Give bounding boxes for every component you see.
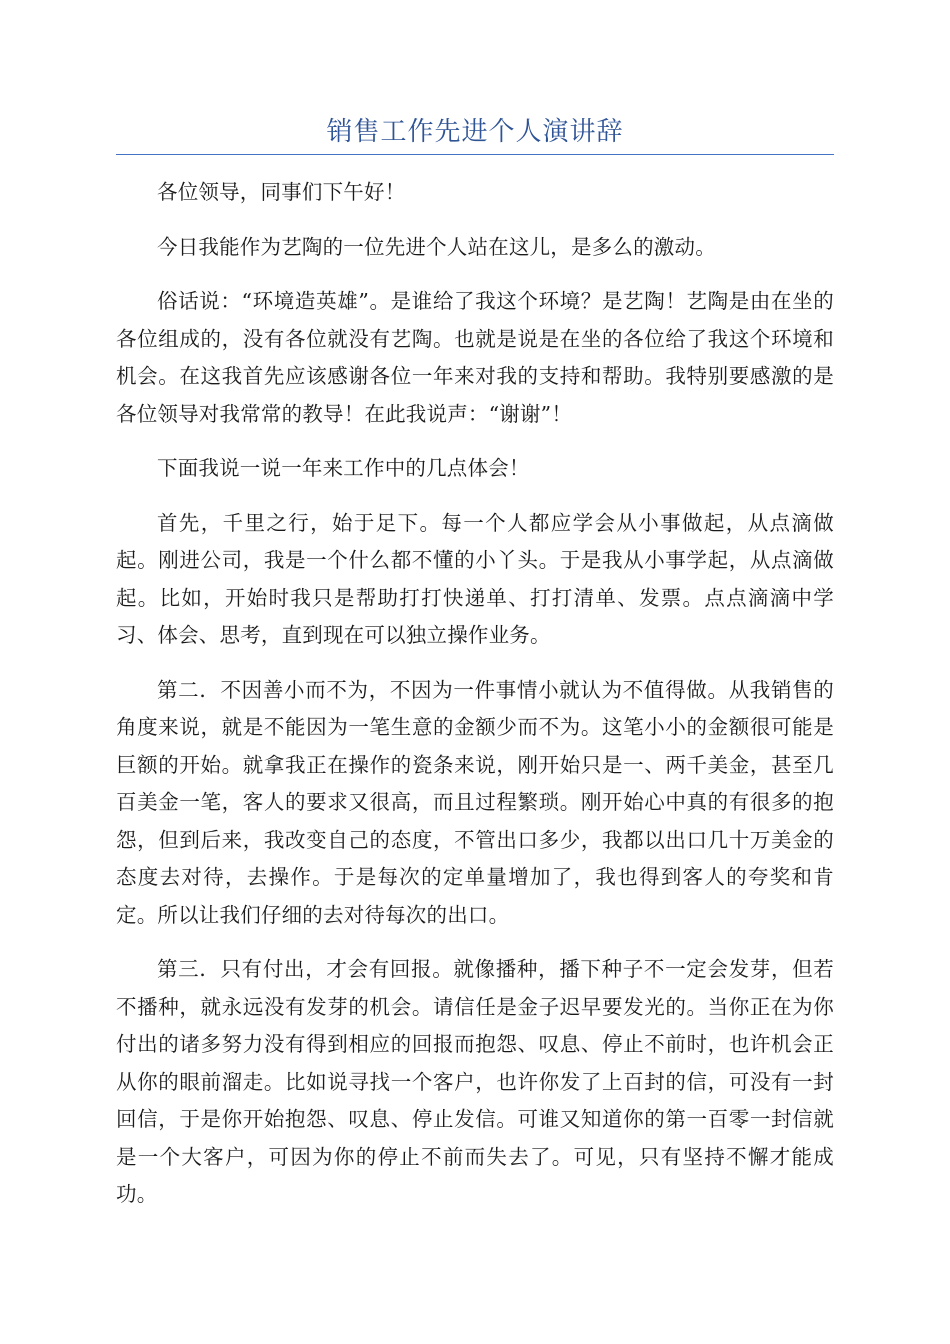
paragraph-intro: 今日我能作为艺陶的一位先进个人站在这儿，是多么的激动。 bbox=[157, 234, 716, 259]
paragraph-point-two: 第二．不因善小而不为，不因为一件事情小就认为不值得做。从我销售的角度来说，就是不能因为一笔生意的金额少而不为。这笔小小的金额很可能是巨额的开始。就拿我正在操作的瓷条来说，刚开始只是一、两千美金，甚至几百美金一笔，客人的要求又很高，而且过程繁琐。刚开始心中真的有很多的抱怨，但到后来，我改变自己的态度，不管出口多少，我都以出口几十万美金的态度去对待，去操作。于是每次的定单量增加了，我也得到客人的夸奖和肯定。所以让我们仔细的去对待每次的出口。 bbox=[116, 677, 834, 927]
paragraph-greeting: 各位领导，同事们下午好！ bbox=[157, 180, 406, 204]
document-title: 销售工作先进个人演讲辞 bbox=[326, 117, 624, 147]
title-underline bbox=[116, 154, 834, 155]
paragraph-transition: 下面我说一说一年来工作中的几点体会！ bbox=[157, 456, 530, 480]
document-body bbox=[116, 174, 834, 1231]
paragraph-point-three: 第三．只有付出，才会有回报。就像播种，播下种子不一定会发芽，但若不播种，就永远没有发芽的机会。请信任是金子迟早要发光的。当你正在为你付出的诸多努力没有得到相应的回报而抱怨、叹息、停止不前时，也许机会正从你的眼前溜走。比如说寻找一个客户，也许你发了上百封的信，可没有一封回信，于是你开始抱怨、叹息、停止发信。可谁又知道你的第一百零一封信就是一个大客户，可因为你的停止不前而失去了。可见，只有坚持不懈才能成功。 bbox=[116, 957, 834, 1206]
paragraph-point-one: 首先，千里之行，始于足下。每一个人都应学会从小事做起，从点滴做起。刚进公司，我是一个什么都不懂的小丫头。于是我从小事学起，从点滴做起。比如，开始时我只是帮助打打快递单、打打清单、发票。点点滴滴中学习、体会、思考，直到现在可以独立操作业务。 bbox=[116, 510, 834, 647]
paragraph-thanks: 俗话说：“环境造英雄”。是谁给了我这个环境？是艺陶！艺陶是由在坐的各位组成的，没有各位就没有艺陶。也就是说是在坐的各位给了我这个环境和机会。在这我首先应该感谢各位一年来对我的支持和帮助。我特别要感激的是各位领导对我常常的教导！在此我说声：“谢谢”！ bbox=[116, 289, 834, 426]
